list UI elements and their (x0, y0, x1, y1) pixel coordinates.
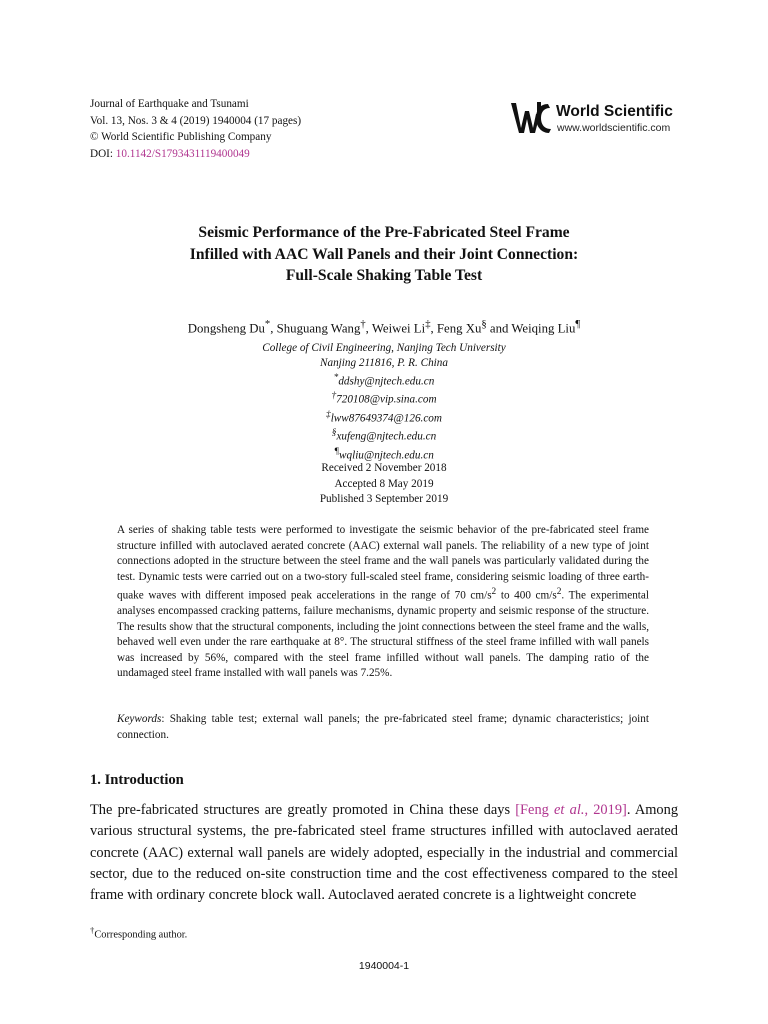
author-email[interactable]: ddshy@njtech.edu.cn (338, 375, 435, 388)
doi-label: DOI: (90, 147, 116, 160)
footnote-text: Corresponding author. (94, 929, 188, 941)
author-list (90, 319, 678, 336)
author-mark: § (481, 319, 487, 330)
author-mark: ¶ (575, 319, 581, 330)
citation-etal: et al. (554, 802, 585, 818)
author-email-line (90, 389, 678, 408)
author-name: Weiqing Liu (511, 321, 576, 336)
author-mark: † (360, 319, 366, 330)
superscript: 2 (556, 587, 562, 597)
citation-text: , 2019] (584, 802, 627, 818)
journal-copyright: © World Scientific Publishing Company (90, 131, 272, 143)
journal-name: Journal of Earthquake and Tsunami (90, 98, 249, 110)
section-heading: 1. Introduction (90, 772, 184, 788)
author-name: Dongsheng Du (187, 321, 265, 336)
world-scientific-logo (510, 100, 690, 140)
abstract-text: A series of shaking table tests were performed to investigate the seismic behavior of the pre-fabricated steel frame structure infilled with autoclaved aerated concrete (AAC) external wall panels. The reliability of a new type of joint connections adopted in the structure between the steel frame and the wall panels was particularly validated during the test. Dynamic tests were carried out on a two-story full-scaled steel frame, considering seismic loading of three earth-quake waves with different imposed peak accelerations in the range of 70 cm/s (117, 524, 649, 602)
paper-title (90, 222, 678, 287)
author-mark: * (264, 319, 271, 330)
body-text: . Among various structural systems, the pre-fabricated steel frame structures infilled with autoclaved aerated concrete (AAC) external wall panels are widely adopted, especially in the industrial and commercial sector, due to the reduced on-site construction time and the cost effectiveness compared to the steel frame with ordinary concrete block wall. Autoclaved aerated concrete is a lightweight concrete (90, 802, 679, 904)
author-email-line (90, 426, 678, 445)
title-line: Seismic Performance of the Pre-Fabricated Steel Frame (198, 224, 570, 241)
superscript: 2 (491, 587, 497, 597)
world-scientific-mark-icon (510, 100, 554, 136)
footnote-mark: † (90, 925, 95, 935)
author-separator: , (365, 321, 372, 336)
body-text: The pre-fabricated structures are greatly promoted in China these days (90, 802, 516, 818)
doi-link[interactable]: 10.1142/S1793431119400049 (115, 147, 250, 160)
keywords-text: : Shaking table test; external wall panels; the pre-fabricated steel frame; dynamic characteristics; joint connection. (117, 713, 649, 741)
abstract-text: . The experimental analyses encompassed cracking patterns, failure mechanisms, dynamic property and seismic response of the structure. The results show that the structural components, including the joint connections between the steel frame and the walls, behaved well even under the rare earthquake at 8°. The structural stiffness of the steel frame infilled with wall panels was increased by 56%, compared with the steel frame infilled without wall panels. The damping ratio of the undamaged steel frame installed with wall panels was 7.25%. (117, 589, 649, 680)
abstract-text: to 400 cm/s (496, 589, 557, 602)
publisher-url[interactable]: www.worldscientific.com (557, 122, 671, 134)
email-mark: † (331, 391, 337, 402)
email-mark: ¶ (334, 446, 340, 457)
publisher-name: World Scientific (556, 103, 673, 120)
affiliation (90, 341, 678, 463)
citation-link[interactable] (515, 802, 627, 818)
keywords-label: Keywords (117, 713, 162, 725)
abstract (117, 523, 649, 682)
publication-dates (90, 461, 678, 508)
author-email[interactable]: 720108@vip.sina.com (336, 393, 437, 406)
journal-doi (90, 146, 301, 163)
title-line: Full-Scale Shaking Table Test (285, 267, 483, 284)
author-email-line (90, 408, 678, 427)
keywords (117, 712, 649, 743)
email-mark: * (333, 372, 339, 383)
email-mark: § (331, 428, 337, 439)
author-name: Shuguang Wang (276, 321, 361, 336)
title-line: Infilled with AAC Wall Panels and their Joint Connection: (189, 245, 579, 263)
page-number: 1940004-1 (358, 960, 410, 972)
author-separator: and (486, 321, 512, 336)
author-email[interactable]: xufeng@njtech.edu.cn (336, 430, 437, 443)
citation-text: [Feng (515, 802, 555, 818)
author-separator: , (430, 321, 437, 336)
journal-volume: Vol. 13, Nos. 3 & 4 (2019) 1940004 (17 pages) (90, 114, 302, 127)
accepted-date: Accepted 8 May 2019 (334, 477, 434, 490)
author-separator: , (270, 321, 277, 336)
email-mark: ‡ (326, 409, 331, 420)
author-mark: ‡ (425, 319, 431, 330)
author-email-line (90, 371, 678, 390)
introduction-paragraph (90, 800, 678, 906)
journal-header (90, 96, 301, 162)
author-email[interactable]: wqliu@njtech.edu.cn (339, 449, 434, 462)
received-date: Received 2 November 2018 (321, 462, 447, 474)
affiliation-address: Nanjing 211816, P. R. China (320, 356, 448, 369)
footnote (90, 925, 187, 940)
author-name: Feng Xu (436, 321, 482, 336)
affiliation-institution: College of Civil Engineering, Nanjing Tech University (262, 342, 506, 354)
published-date: Published 3 September 2019 (319, 493, 449, 505)
author-name: Weiwei Li (371, 321, 426, 336)
author-email[interactable]: lww87649374@126.com (330, 412, 442, 425)
